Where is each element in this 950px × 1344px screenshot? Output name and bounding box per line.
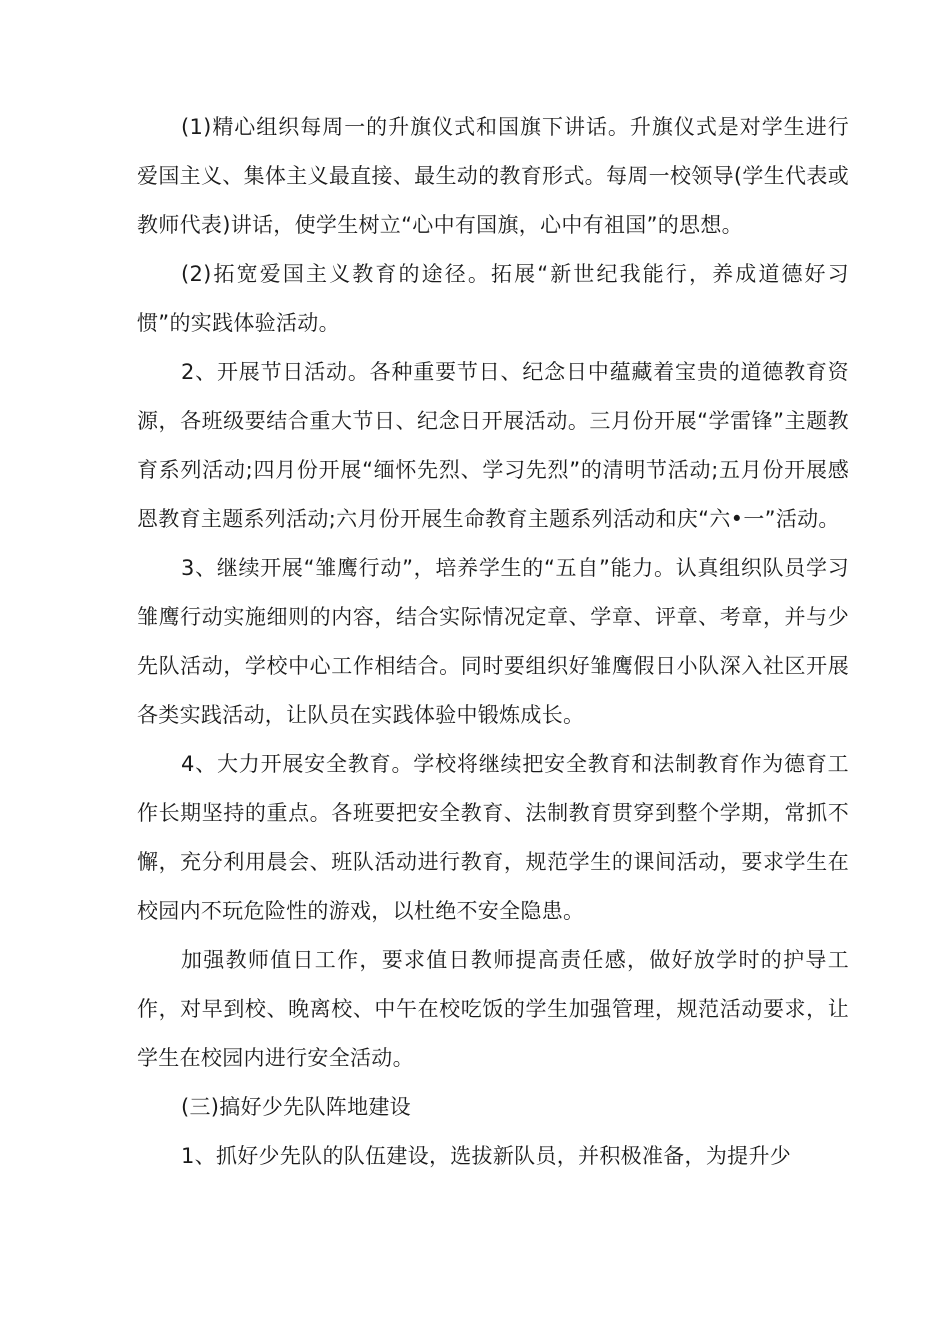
paragraph-eagle-action: 3、继续开展“雏鹰行动”，培养学生的“五自”能力。认真组织队员学习雏鹰行动实施细则的内容，结合实际情况定章、学章、评章、考章，并与少先队活动，学校中心工作相结合。同时要组织好雏鹰假日小队深入社区开展各类实践活动，让队员在实践体验中锻炼成长。 — [137, 556, 849, 727]
paragraph-holiday-activities: 2、开展节日活动。各种重要节日、纪念日中蕴藏着宝贵的道德教育资源，各班级要结合重大节日、纪念日开展活动。三月份开展“学雷锋”主题教育系列活动;四月份开展“缅怀先烈、学习先烈”的清明节活动;五月份开展感恩教育主题系列活动;六月份开展生命教育主题系列活动和庆“六•一”活动。 — [137, 360, 849, 531]
paragraph-team-building: 1、抓好少先队的队伍建设，选拔新队员，并积极准备，为提升少 — [181, 1144, 792, 1168]
section-heading-pioneer: (三)搞好少先队阵地建设 — [181, 1095, 411, 1119]
paragraph-flag-ceremony: (1)精心组织每周一的升旗仪式和国旗下讲话。升旗仪式是对学生进行爱国主义、集体主义最直接、最生动的教育形式。每周一校领导(学生代表或教师代表)讲话，使学生树立“心中有国旗，心中有祖国”的思想。 — [137, 115, 849, 237]
paragraph-teacher-duty: 加强教师值日工作，要求值日教师提高责任感，做好放学时的护导工作，对早到校、晚离校、中午在校吃饭的学生加强管理，规范活动要求，让学生在校园内进行安全活动。 — [137, 948, 849, 1070]
paragraph-safety-education: 4、大力开展安全教育。学校将继续把安全教育和法制教育作为德育工作长期坚持的重点。各班要把安全教育、法制教育贯穿到整个学期，常抓不懈，充分利用晨会、班队活动进行教育，规范学生的课间活动，要求学生在校园内不玩危险性的游戏，以杜绝不安全隐患。 — [137, 752, 849, 923]
paragraph-patriotic-education: (2)拓宽爱国主义教育的途径。拓展“新世纪我能行，养成道德好习惯”的实践体验活动。 — [137, 262, 849, 335]
document-body — [137, 103, 849, 1181]
